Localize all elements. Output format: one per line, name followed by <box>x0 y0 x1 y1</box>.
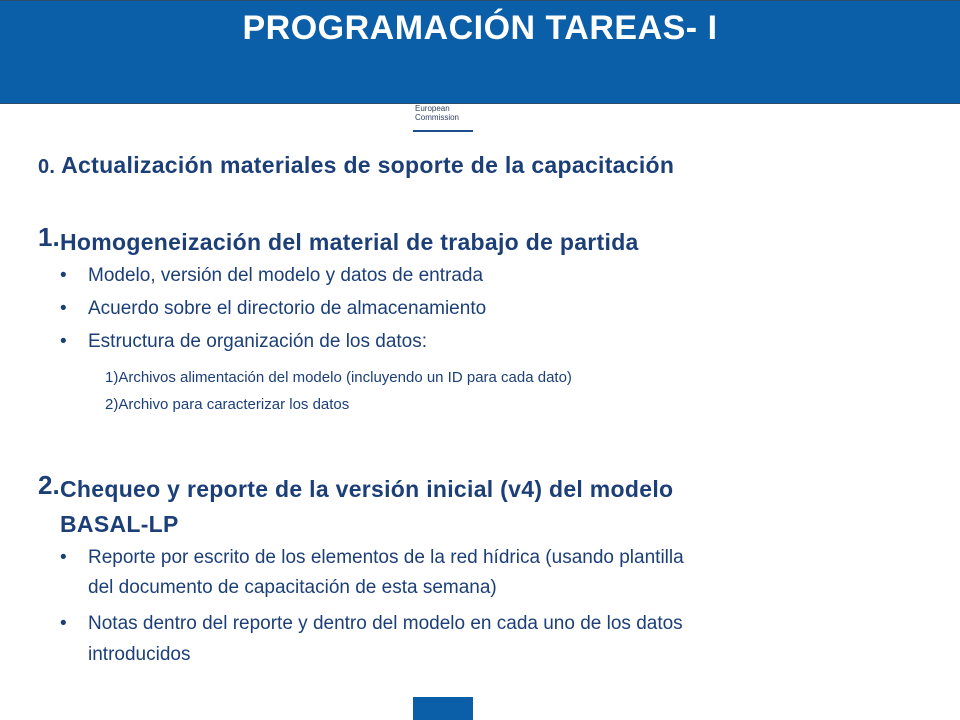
section-1-number: 1. <box>38 222 60 252</box>
bullet-text: Estructura de organización de los datos: <box>88 331 428 352</box>
bullet-text-line2: del documento de capacitación de esta semana) <box>88 577 497 598</box>
section-2-heading-line2: BASAL-LP <box>60 511 179 537</box>
bullet-marker: • <box>60 613 67 634</box>
bullet-marker: • <box>60 265 67 286</box>
section-0-text: Actualización materiales de soporte de la capacitación <box>61 152 675 178</box>
section-0-number: 0. <box>38 156 56 178</box>
bullet-text: Acuerdo sobre el directorio de almacenamiento <box>88 298 487 319</box>
logo-text-line1: European <box>415 104 450 113</box>
bullet-text-line1: Notas dentro del reporte y dentro del modelo en cada uno de los datos <box>88 613 683 634</box>
section-0-heading <box>38 152 674 179</box>
bullet-marker: • <box>60 298 67 319</box>
bullet-text-line2: introducidos <box>88 644 191 665</box>
logo-text-line2: Commission <box>415 113 460 122</box>
page-title: PROGRAMACIÓN TAREAS- I <box>242 9 718 47</box>
section-2-number: 2. <box>38 470 60 500</box>
bullet-marker: • <box>60 547 67 568</box>
bullet-text-line1: Reporte por escrito de los elementos de la red hídrica (usando plantilla <box>88 547 684 568</box>
section-2-heading-line1: Chequeo y reporte de la versión inicial (v4) del modelo <box>60 476 674 502</box>
section-1-subitem: 1)Archivos alimentación del modelo (incluyendo un ID para cada dato) <box>105 369 572 386</box>
bullet-marker: • <box>60 331 67 352</box>
bullet-text: Modelo, versión del modelo y datos de entrada <box>88 265 484 286</box>
section-1-heading: Homogeneización del material de trabajo de partida <box>60 229 639 255</box>
section-1-subitem: 2)Archivo para caracterizar los datos <box>105 396 350 413</box>
footer-flag-bar <box>413 697 473 720</box>
